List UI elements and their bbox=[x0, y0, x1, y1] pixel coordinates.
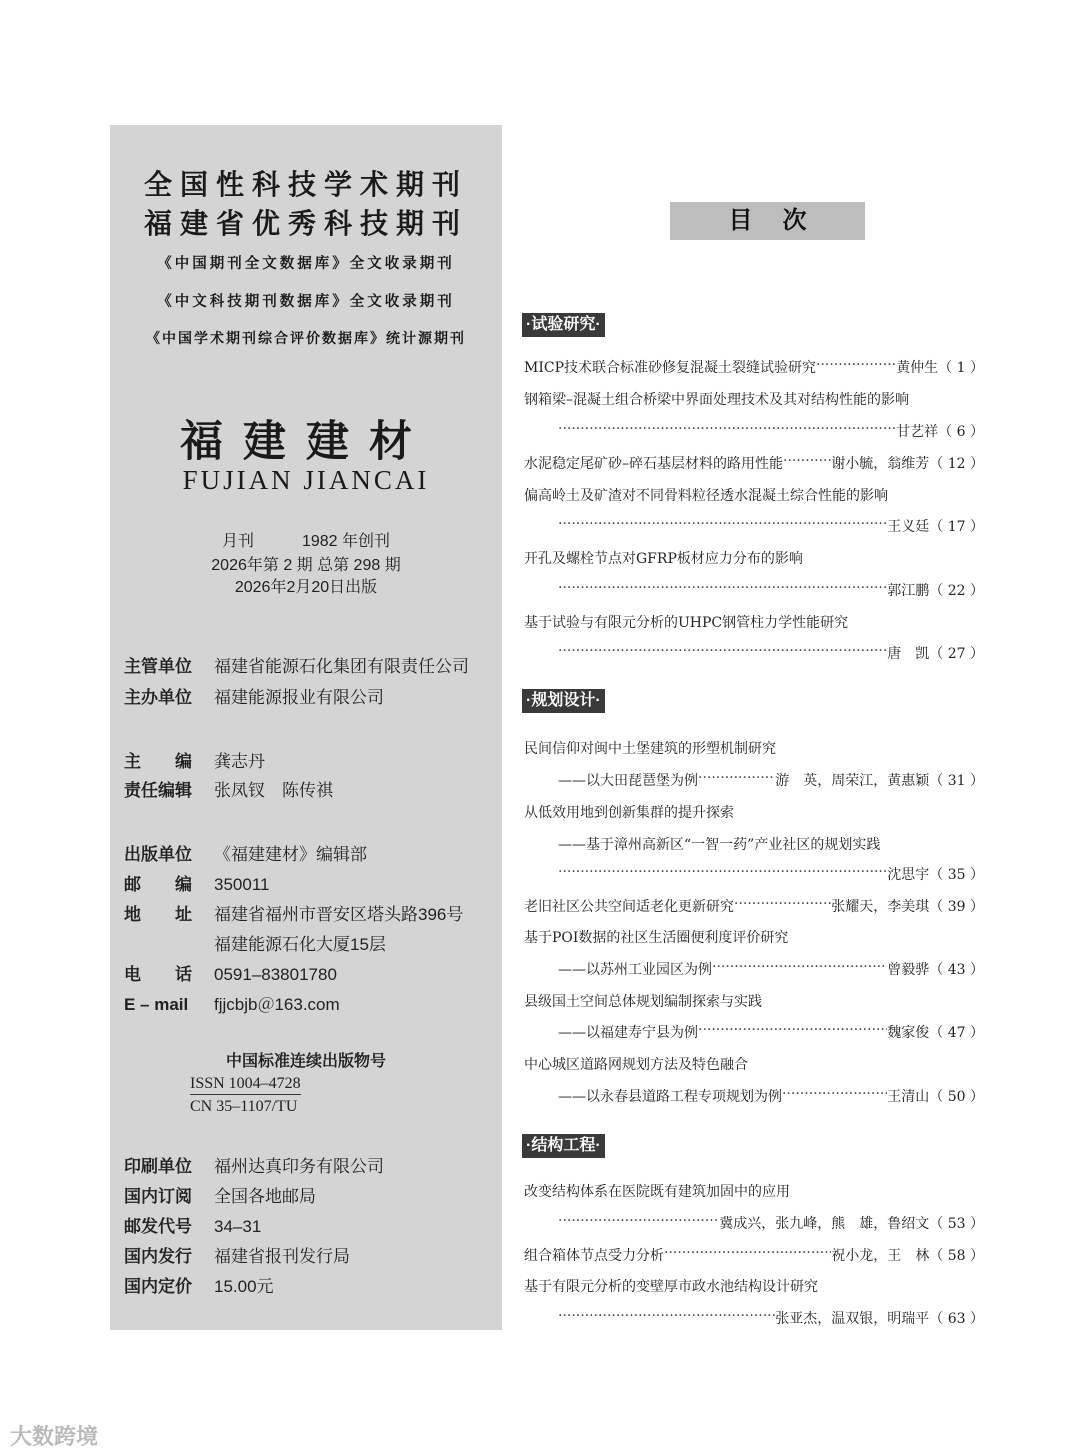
info-key: 邮发代号 bbox=[124, 1217, 192, 1236]
dot-leader bbox=[558, 1308, 775, 1328]
database-line-1: 《中国期刊全文数据库》全文收录期刊 bbox=[157, 255, 455, 272]
info-row bbox=[124, 1152, 384, 1177]
info-value: 350011 bbox=[214, 875, 270, 894]
info-value: 福建省报刊发行局 bbox=[214, 1247, 350, 1266]
toc-entry bbox=[524, 896, 984, 916]
toc-entry bbox=[558, 1213, 984, 1233]
info-value: 福建省能源石化集团有限责任公司 bbox=[214, 657, 469, 676]
info-key: 地 址 bbox=[124, 905, 192, 924]
toc-entry bbox=[524, 453, 984, 473]
toc-entry-author-page: 谢小毓，翁维芳（ 12 ） bbox=[831, 456, 984, 472]
toc-entry-author-page: 沈思宇（ 35 ） bbox=[887, 867, 984, 883]
info-row bbox=[124, 840, 367, 865]
toc-entry-author-page: 张亚杰，温双银，明瑞平（ 63 ） bbox=[775, 1311, 984, 1327]
info-key: 电 话 bbox=[124, 965, 192, 984]
toc-entry-author-page: 黄仲生（ 1 ） bbox=[896, 360, 984, 376]
toc-entry-title: ——基于漳州高新区“一智一药”产业社区的规划实践 bbox=[558, 837, 881, 853]
journal-title-en: FUJIAN JIANCAI bbox=[182, 465, 430, 495]
toc-entry bbox=[524, 738, 984, 758]
toc-entry-title: ——以苏州工业园区为例 bbox=[558, 962, 712, 978]
toc-entry-author-page: 祝小龙，王 林（ 58 ） bbox=[831, 1248, 984, 1264]
toc-entry bbox=[558, 959, 984, 979]
journal-title: 福建建材 bbox=[180, 417, 432, 467]
dot-leader bbox=[558, 580, 887, 600]
toc-entry-title: ——以永春县道路工程专项规划为例 bbox=[558, 1089, 782, 1105]
toc-entry bbox=[558, 643, 984, 663]
founded-year: 1982 年创刊 bbox=[301, 533, 391, 550]
info-value: 福州达真印务有限公司 bbox=[214, 1157, 384, 1176]
toc-entry bbox=[558, 770, 984, 790]
journal-info-panel bbox=[110, 125, 502, 1330]
info-row bbox=[124, 990, 340, 1015]
toc-entry-author-page: 唐 凯（ 27 ） bbox=[887, 646, 984, 662]
toc-entry-title: 基于POI数据的社区生活圈便利度评价研究 bbox=[524, 930, 789, 946]
headline-provincial: 福建省优秀科技期刊 bbox=[143, 207, 468, 240]
dot-leader bbox=[783, 453, 831, 473]
info-row bbox=[124, 776, 333, 801]
toc-entry-author-page: 王清山（ 50 ） bbox=[887, 1089, 984, 1105]
dot-leader bbox=[558, 421, 896, 441]
toc-entry-title: 偏高岭土及矿渣对不同骨料粒径透水混凝土综合性能的影响 bbox=[524, 488, 888, 504]
dot-leader bbox=[698, 1022, 887, 1042]
section-header-structure: ·结构工程· bbox=[522, 1134, 605, 1158]
info-key: 国内定价 bbox=[124, 1277, 192, 1296]
toc-entry-author-page: 游 英，周荣江，黄惠颖（ 31 ） bbox=[775, 773, 984, 789]
dot-leader bbox=[558, 643, 887, 663]
info-value: 15.00元 bbox=[214, 1277, 274, 1296]
info-value: 《福建建材》编辑部 bbox=[214, 845, 367, 864]
toc-entry bbox=[558, 421, 984, 441]
toc-entry bbox=[524, 389, 984, 409]
toc-entry-title: 老旧社区公共空间适老化更新研究 bbox=[524, 899, 734, 915]
toc-entry-title: 县级国土空间总体规划编制探索与实践 bbox=[524, 994, 762, 1010]
info-key: 主 编 bbox=[124, 752, 192, 771]
info-value: fjjcbjb＠163.com bbox=[214, 995, 340, 1014]
info-value: 张凤钗 陈传祺 bbox=[214, 781, 333, 800]
frequency: 月刊 bbox=[221, 533, 254, 550]
info-row bbox=[124, 1182, 316, 1207]
toc-entry bbox=[524, 612, 984, 632]
toc-entry-author-page: 郭江鹏（ 22 ） bbox=[887, 583, 984, 599]
info-key: 出版单位 bbox=[124, 845, 192, 864]
toc-title: 目次 bbox=[670, 202, 865, 240]
cn-number: CN 35–1107/TU bbox=[190, 1098, 298, 1115]
toc-entry bbox=[524, 548, 984, 568]
toc-entry bbox=[524, 991, 984, 1011]
info-value: 福建能源石化大厦15层 bbox=[214, 935, 386, 954]
info-row bbox=[124, 747, 265, 772]
toc-entry-title: 钢箱梁–混凝土组合桥梁中界面处理技术及其对结构性能的影响 bbox=[524, 392, 909, 408]
toc-entry bbox=[558, 1022, 984, 1042]
database-line-3: 《中国学术期刊综合评价数据库》统计源期刊 bbox=[146, 331, 466, 347]
issn-heading: 中国标准连续出版物号 bbox=[225, 1053, 386, 1070]
toc-entry-author-page: 曾毅骅（ 43 ） bbox=[887, 962, 984, 978]
info-value: 福建省福州市晋安区塔头路396号 bbox=[214, 905, 464, 924]
toc-entry-title: 改变结构体系在医院既有建筑加固中的应用 bbox=[524, 1184, 790, 1200]
toc-entry bbox=[524, 1276, 984, 1296]
info-row-continued bbox=[214, 930, 386, 955]
publish-date: 2026年2月20日出版 bbox=[234, 579, 378, 596]
toc-entry-title: 基于有限元分析的变壁厚市政水池结构设计研究 bbox=[524, 1279, 818, 1295]
dot-leader bbox=[558, 864, 887, 884]
info-key: E – mail bbox=[124, 995, 189, 1014]
info-key: 印刷单位 bbox=[124, 1157, 192, 1176]
info-value: 0591–83801780 bbox=[214, 965, 337, 984]
toc-entry bbox=[524, 927, 984, 947]
toc-entry-author-page: 张耀天，李美琪（ 39 ） bbox=[831, 899, 984, 915]
section-header-tests: ·试验研究· bbox=[522, 313, 605, 337]
toc-entry-title: 中心城区道路网规划方法及特色融合 bbox=[524, 1057, 748, 1073]
dot-leader bbox=[664, 1245, 831, 1265]
info-row bbox=[124, 652, 469, 677]
info-row bbox=[124, 1272, 274, 1297]
toc-entry-title: 基于试验与有限元分析的UHPC钢管柱力学性能研究 bbox=[524, 615, 849, 631]
dot-leader bbox=[698, 770, 775, 790]
toc-entry-title: MICP技术联合标准砂修复混凝土裂缝试验研究 bbox=[524, 360, 816, 376]
toc-entry bbox=[524, 357, 984, 377]
info-key: 责任编辑 bbox=[124, 781, 192, 800]
dot-leader bbox=[782, 1086, 887, 1106]
info-key: 主办单位 bbox=[124, 688, 192, 707]
dot-leader bbox=[558, 1213, 719, 1233]
dot-leader bbox=[558, 516, 887, 536]
info-value: 福建能源报业有限公司 bbox=[214, 688, 384, 707]
info-row bbox=[124, 960, 337, 985]
toc-entry bbox=[558, 516, 984, 536]
info-row bbox=[124, 683, 384, 708]
toc-entry bbox=[524, 1245, 984, 1265]
toc-entry-author-page: 王义廷（ 17 ） bbox=[887, 519, 984, 535]
info-key: 主管单位 bbox=[124, 657, 192, 676]
info-value: 全国各地邮局 bbox=[214, 1187, 316, 1206]
info-key: 邮 编 bbox=[124, 875, 192, 894]
info-value: 34–31 bbox=[214, 1217, 262, 1236]
toc-entry bbox=[524, 485, 984, 505]
toc-entry bbox=[524, 802, 984, 822]
toc-entry bbox=[524, 1054, 984, 1074]
info-key: 国内发行 bbox=[124, 1247, 192, 1266]
toc-entry bbox=[524, 1181, 984, 1201]
toc-entry-title: ——以大田琵琶堡为例 bbox=[558, 773, 698, 789]
info-key: 国内订阅 bbox=[124, 1187, 192, 1206]
dot-leader bbox=[734, 896, 831, 916]
toc-entry bbox=[558, 864, 984, 884]
database-line-2: 《中文科技期刊数据库》全文收录期刊 bbox=[157, 293, 455, 310]
toc-entry-title: 民间信仰对闽中土堡建筑的形塑机制研究 bbox=[524, 741, 776, 757]
toc-entry bbox=[558, 1086, 984, 1106]
toc-entry bbox=[558, 1308, 984, 1328]
toc-entry bbox=[558, 580, 984, 600]
toc-entry-title: 组合箱体节点受力分析 bbox=[524, 1248, 664, 1264]
info-row bbox=[124, 1242, 350, 1267]
headline-national: 全国性科技学术期刊 bbox=[143, 168, 468, 201]
issn-number: ISSN 1004–4728 bbox=[190, 1075, 301, 1095]
toc-entry-author-page: 冀成兴，张九峰，熊 雄，鲁绍文（ 53 ） bbox=[719, 1216, 984, 1232]
watermark-logo: 大数跨境 bbox=[10, 1424, 99, 1449]
info-value: 龚志丹 bbox=[214, 752, 265, 771]
toc-entry-title: 从低效用地到创新集群的提升探索 bbox=[524, 805, 734, 821]
toc-entry-author-page: 魏家俊（ 47 ） bbox=[887, 1025, 984, 1041]
toc-entry-author-page: 甘艺祥（ 6 ） bbox=[896, 424, 984, 440]
toc-entry-title: 水泥稳定尾矿砂–碎石基层材料的路用性能 bbox=[524, 456, 783, 472]
issue-number: 2026年第 2 期 总第 298 期 bbox=[211, 557, 401, 574]
toc-entry-title: 开孔及螺栓节点对GFRP板材应力分布的影响 bbox=[524, 551, 803, 567]
info-row bbox=[124, 1212, 261, 1237]
section-header-planning: ·规划设计· bbox=[522, 689, 605, 713]
toc-entry bbox=[558, 834, 984, 854]
info-row bbox=[124, 900, 463, 925]
frequency-line bbox=[110, 528, 502, 551]
dot-leader bbox=[712, 959, 887, 979]
toc-entry-title: ——以福建寿宁县为例 bbox=[558, 1025, 698, 1041]
dot-leader bbox=[816, 357, 896, 377]
info-row bbox=[124, 870, 269, 895]
